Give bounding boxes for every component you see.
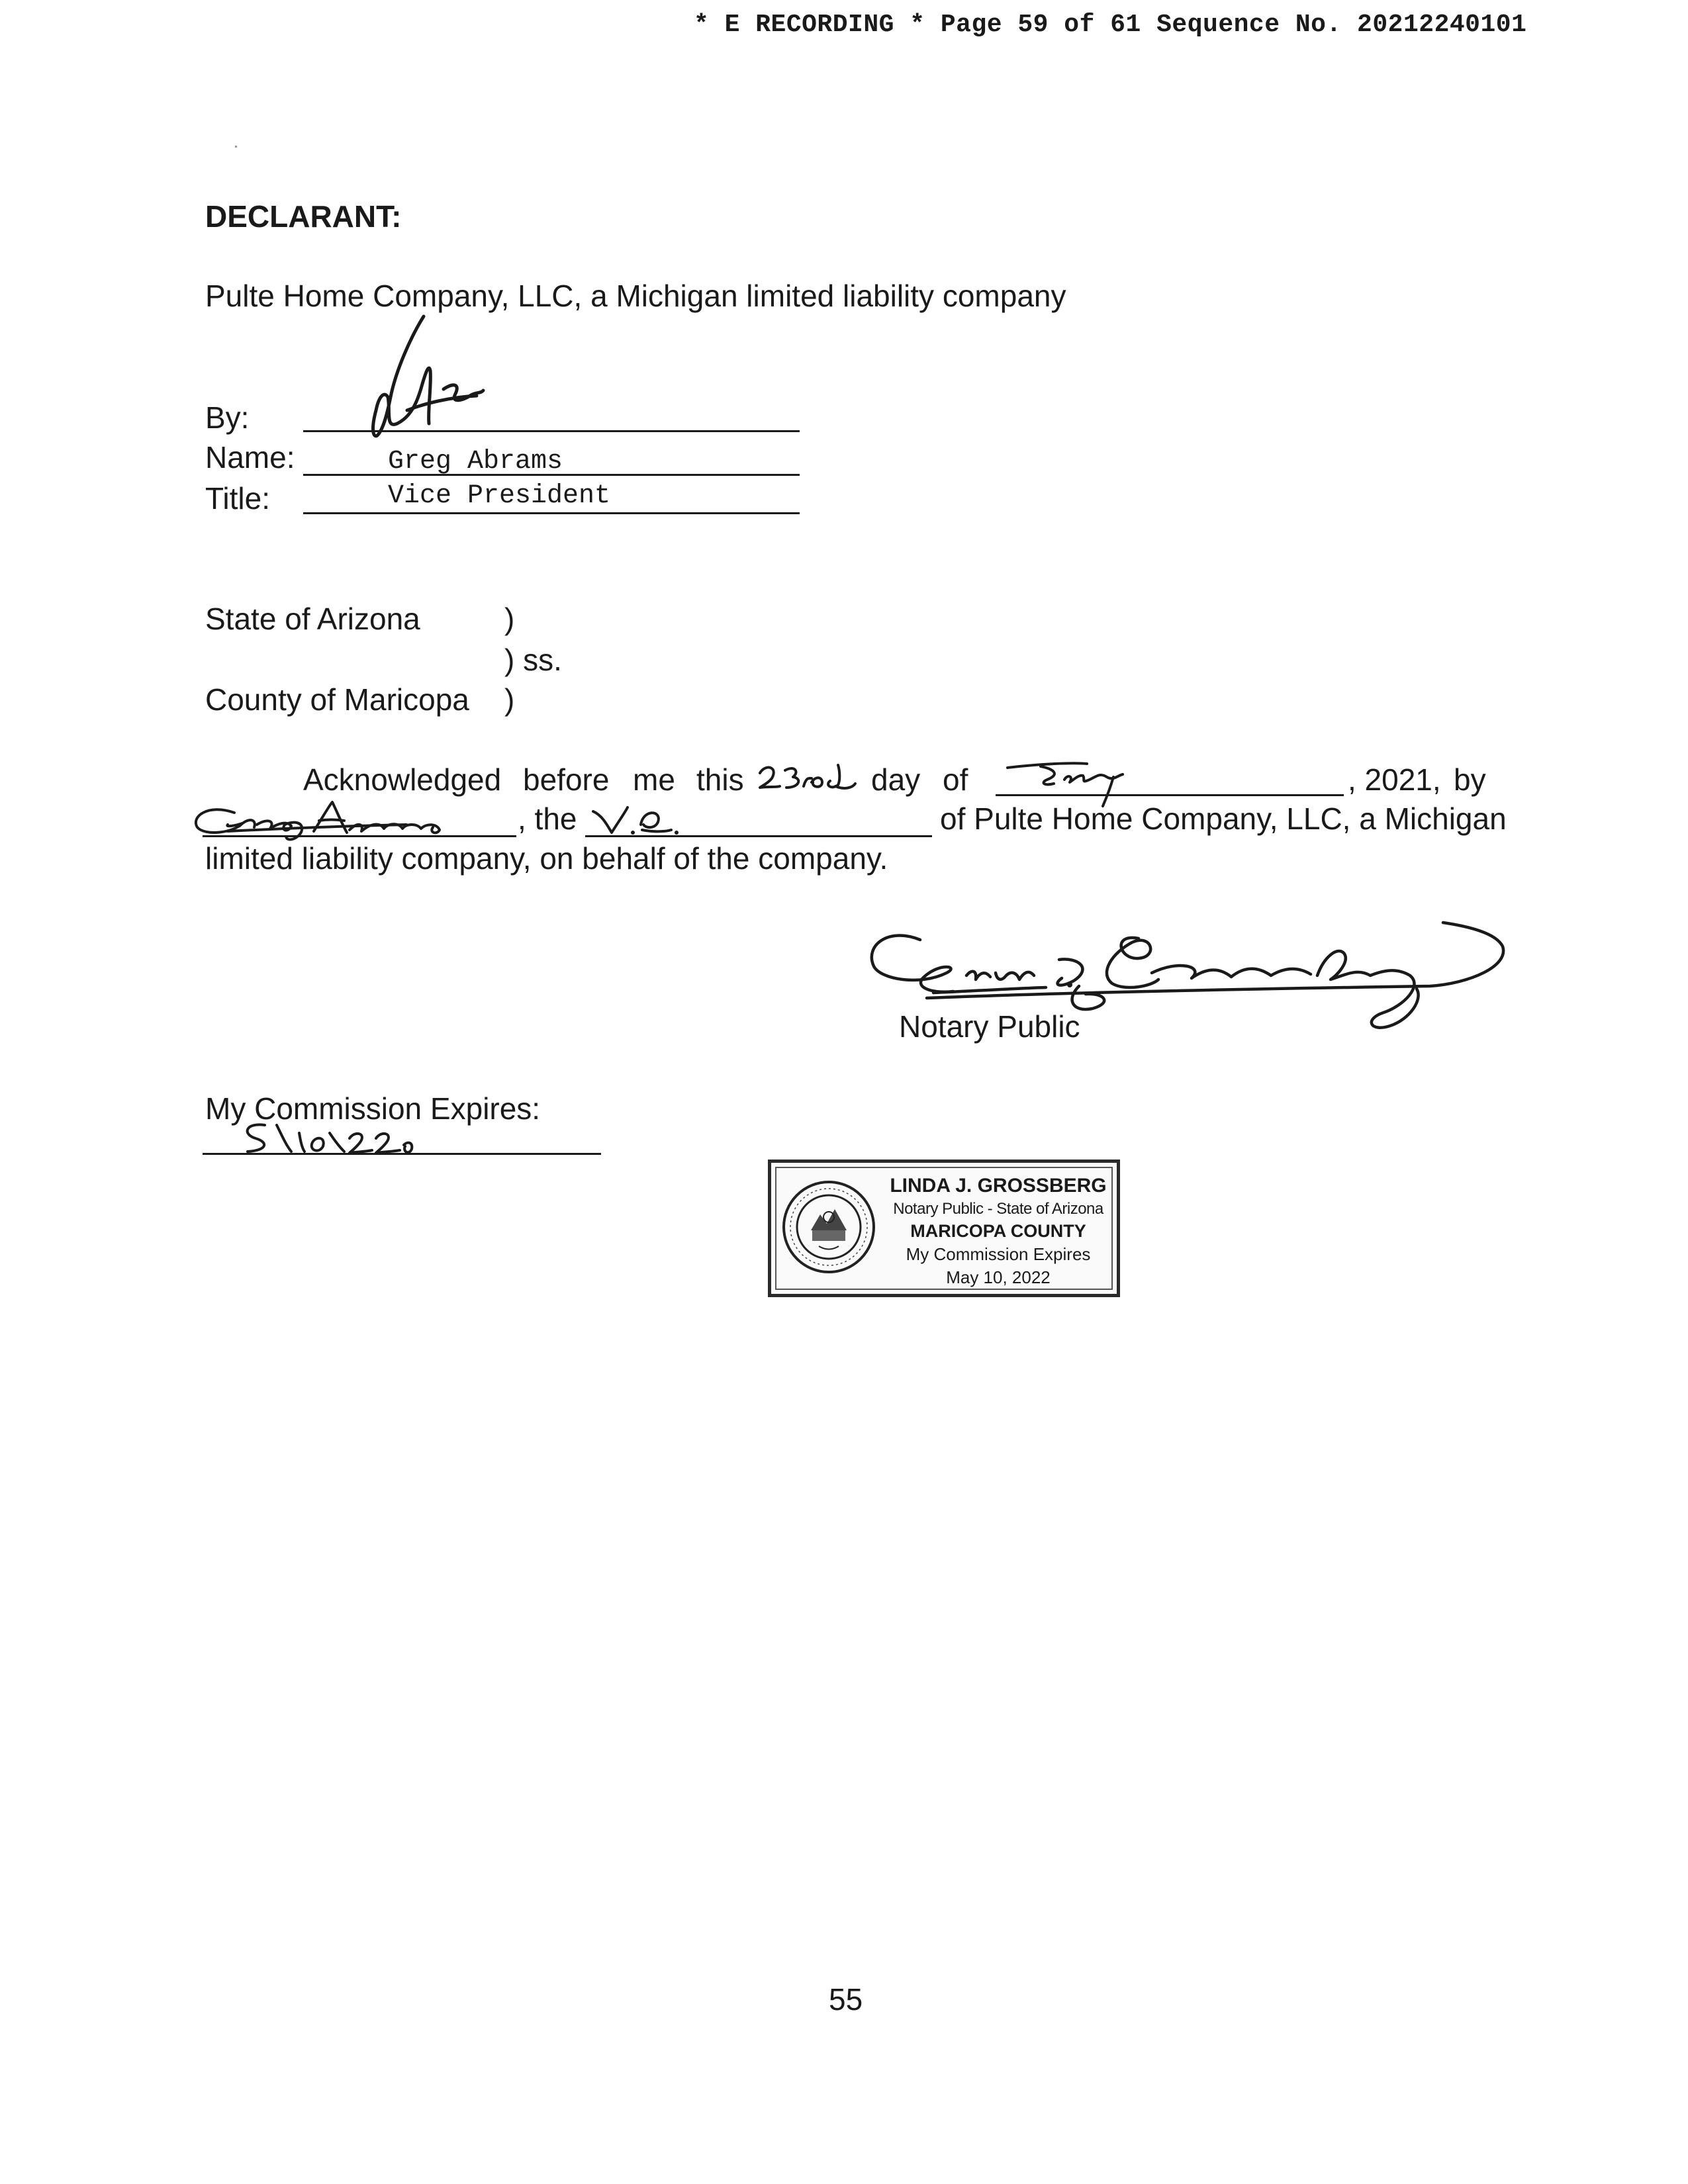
declarant-signature bbox=[344, 311, 516, 443]
ack-word-day: day bbox=[871, 762, 921, 797]
by-label: By: bbox=[205, 400, 250, 435]
stamp-commission: My Commission Expires bbox=[906, 1244, 1091, 1264]
title-line bbox=[303, 512, 800, 514]
stamp-county: MARICOPA COUNTY bbox=[910, 1221, 1086, 1241]
state-paren: ) bbox=[504, 602, 515, 636]
state-seal-icon bbox=[779, 1177, 878, 1277]
ack-the: , the bbox=[518, 801, 577, 836]
ack-word-of: of bbox=[943, 762, 968, 797]
county-paren: ) bbox=[504, 682, 515, 717]
ack-word-acknowledged: Acknowledged bbox=[303, 762, 502, 797]
page-number: 55 bbox=[829, 1982, 863, 2017]
stamp-text bbox=[882, 1171, 1114, 1288]
ack-word-before: before bbox=[523, 762, 610, 797]
stamp-date: May 10, 2022 bbox=[946, 1267, 1051, 1287]
recording-header: * E RECORDING * Page 59 of 61 Sequence No. 20212240101 bbox=[694, 11, 1527, 39]
declarant-company-line: Pulte Home Company, LLC, a Michigan limited liability company bbox=[205, 279, 1066, 313]
title-label: Title: bbox=[205, 481, 270, 516]
ack-year: , 2021, bbox=[1348, 762, 1441, 797]
name-label: Name: bbox=[205, 440, 295, 475]
name-value: Greg Abrams bbox=[388, 447, 563, 477]
ack-word-by: by bbox=[1454, 762, 1486, 797]
commission-expires-label: My Commission Expires: bbox=[205, 1091, 541, 1126]
ack-of-company: of Pulte Home Company, LLC, a Michigan bbox=[940, 801, 1507, 836]
scan-speck bbox=[235, 146, 237, 148]
title-value: Vice President bbox=[388, 481, 611, 511]
handwritten-day bbox=[756, 761, 862, 801]
ack-word-me: me bbox=[633, 762, 675, 797]
handwritten-commission-expiry bbox=[238, 1118, 430, 1158]
county-label: County of Maricopa bbox=[205, 682, 469, 717]
state-label: State of Arizona bbox=[205, 602, 420, 636]
stamp-state: Notary Public - State of Arizona bbox=[893, 1200, 1103, 1218]
stamp-name: LINDA J. GROSSBERG bbox=[890, 1175, 1107, 1197]
declarant-heading: DECLARANT: bbox=[205, 199, 402, 234]
name-line bbox=[303, 474, 800, 476]
notary-stamp bbox=[768, 1160, 1120, 1297]
notary-public-label: Notary Public bbox=[899, 1009, 1080, 1044]
ack-line3: limited liability company, on behalf of the company. bbox=[205, 841, 888, 876]
ss-label: ) ss. bbox=[504, 643, 562, 677]
handwritten-acknowledged-title bbox=[589, 802, 688, 842]
ack-word-this: this bbox=[696, 762, 744, 797]
